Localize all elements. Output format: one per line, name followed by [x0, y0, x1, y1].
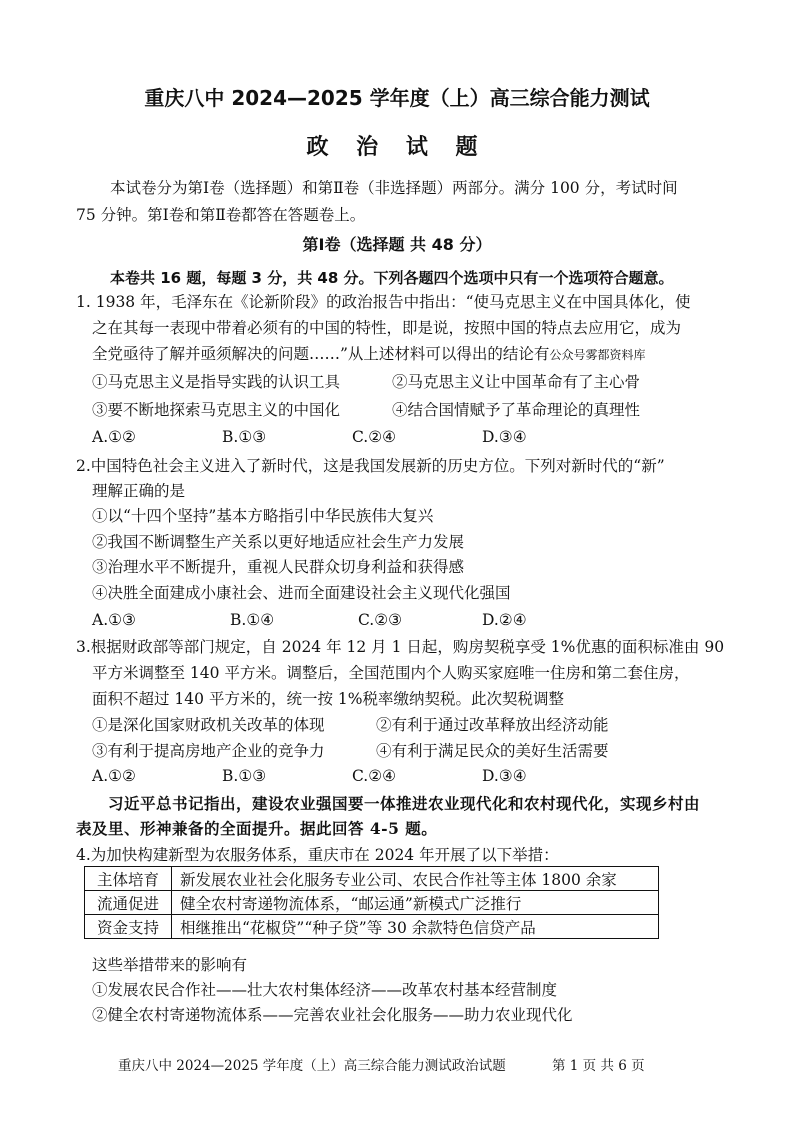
page-number: 第 1 页 共 6 页	[552, 1058, 645, 1074]
q1-item: ①马克思主义是指导实践的认识工具	[92, 373, 341, 391]
q4-item: ①发展农民合作社——壮大农村集体经济——改革农村基本经营制度	[92, 981, 558, 999]
q1-choice-a: A.①②	[92, 428, 136, 446]
q4-stem: 4.为加快构建新型为农服务体系，重庆市在 2024 年开展了以下举措：	[76, 846, 559, 864]
q3-choice-d: D.③④	[482, 767, 527, 785]
q3-item: ②有利于通过改革释放出经济动能	[376, 716, 609, 734]
table-cell: 资金支持	[85, 915, 172, 939]
passage-line: 习近平总书记指出，建设农业强国要一体推进农业现代化和农村现代化，实现乡村由	[108, 794, 701, 813]
q3-stem: 平方米调整至 140 平方米。调整后，全国范围内个人购买家庭唯一住房和第二套住房，	[92, 664, 690, 682]
table-cell: 健全农村寄递物流体系，“邮运通”新模式广泛推行	[172, 891, 659, 915]
q2-stem: 理解正确的是	[92, 482, 186, 500]
q2-choice-a: A.①③	[92, 611, 136, 629]
q3-item: ③有利于提高房地产企业的竞争力	[92, 742, 325, 760]
watermark-text: 公众号雾都资料库	[549, 348, 646, 362]
q1-stem: 全党亟待了解并亟须解决的问题……”从上述材料可以得出的结论有公众号雾都资料库	[92, 345, 646, 363]
section-title: 第Ⅰ卷（选择题 共 48 分）	[302, 235, 492, 254]
q2-item: ②我国不断调整生产关系以更好地适应社会生产力发展	[92, 533, 465, 551]
q1-item: ④结合国情赋予了革命理论的真理性	[392, 401, 641, 419]
q3-choice-c: C.②④	[352, 767, 397, 785]
exam-title: 重庆八中 2024—2025 学年度（上）高三综合能力测试	[144, 86, 650, 110]
table-cell: 新发展农业社会化服务专业公司、农民合作社等主体 1800 余家	[172, 867, 659, 891]
intro-line: 75 分钟。第Ⅰ卷和第Ⅱ卷都答在答题卷上。	[76, 206, 366, 224]
table-cell: 流通促进	[85, 891, 172, 915]
passage-line: 表及里、形神兼备的全面提升。据此回答 4-5 题。	[76, 819, 438, 838]
table-row	[85, 891, 659, 915]
q1-stem: 之在其每一表现中带着必须有的中国的特性，即是说，按照中国的特点去应用它，成为	[92, 319, 682, 337]
q4-after: 这些举措带来的影响有	[92, 956, 248, 974]
q1-item: ③要不断地探索马克思主义的中国化	[92, 401, 341, 419]
table-row	[85, 867, 659, 891]
table-row	[85, 915, 659, 939]
q1-stem: 1. 1938 年，毛泽东在《论新阶段》的政治报告中指出：“使马克思主义在中国具体化，使	[76, 293, 691, 311]
footer-title: 重庆八中 2024—2025 学年度（上）高三综合能力测试政治试题	[118, 1058, 506, 1074]
table-cell: 相继推出“花椒贷”“种子贷”等 30 余款特色信贷产品	[172, 915, 659, 939]
q3-choice-a: A.①②	[92, 767, 136, 785]
q3-stem: 3.根据财政部等部门规定，自 2024 年 12 月 1 日起，购房契税享受 1%优惠的面积标准由 90	[76, 638, 725, 656]
intro-line: 本试卷分为第Ⅰ卷（选择题）和第Ⅱ卷（非选择题）两部分。满分 100 分，考试时间	[110, 179, 678, 197]
subject-title: 政 治 试 题	[306, 135, 488, 160]
q1-choice-b: B.①③	[222, 428, 267, 446]
q1-choice-d: D.③④	[482, 428, 527, 446]
q2-choice-c: C.②③	[358, 611, 403, 629]
q1-choice-c: C.②④	[352, 428, 397, 446]
q3-stem: 面积不超过 140 平方米的，统一按 1%税率缴纳契税。此次契税调整	[92, 690, 564, 708]
q2-choice-d: D.②④	[482, 611, 527, 629]
table-cell: 主体培育	[85, 867, 172, 891]
q2-item: ①以“十四个坚持”基本方略指引中华民族伟大复兴	[92, 507, 434, 525]
section-instruction: 本卷共 16 题，每题 3 分，共 48 分。下列各题四个选项中只有一个选项符合题意。	[110, 269, 674, 287]
q2-stem: 2.中国特色社会主义进入了新时代，这是我国发展新的历史方位。下列对新时代的“新”	[76, 457, 665, 475]
q3-item: ①是深化国家财政机关改革的体现	[92, 716, 325, 734]
q3-choice-b: B.①③	[222, 767, 267, 785]
q1-item: ②马克思主义让中国革命有了主心骨	[392, 373, 641, 391]
q4-item: ②健全农村寄递物流体系——完善农业社会化服务——助力农业现代化	[92, 1006, 573, 1024]
q2-item: ③治理水平不断提升，重视人民群众切身利益和获得感	[92, 558, 465, 576]
q2-item: ④决胜全面建成小康社会、进而全面建设社会主义现代化强国	[92, 584, 511, 602]
q3-item: ④有利于满足民众的美好生活需要	[376, 742, 609, 760]
q4-table	[84, 866, 659, 939]
q2-choice-b: B.①④	[230, 611, 275, 629]
